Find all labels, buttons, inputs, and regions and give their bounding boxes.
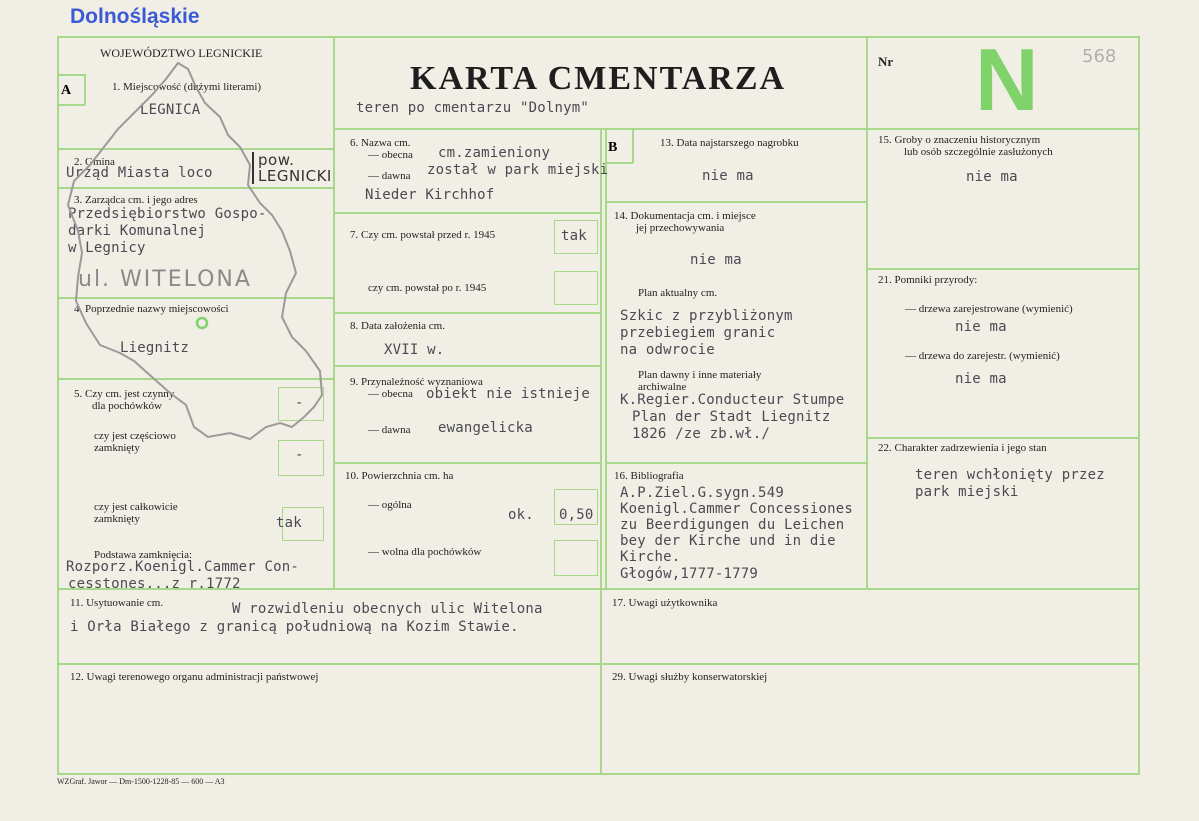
f9-current-value: obiekt nie istnieje	[426, 386, 590, 402]
f15-label-line: 15. Groby o znaczeniu historycznym	[878, 134, 1041, 146]
f3-handwritten: ul. WITELONA	[78, 267, 252, 292]
grid-line	[866, 36, 868, 589]
f5-active-value: -	[295, 395, 304, 411]
f5-line: zamknięty	[94, 442, 140, 454]
f2-label: 2. Gmina	[74, 156, 115, 168]
grid-line	[866, 437, 1140, 439]
f3-line: darki Komunalnej	[68, 223, 207, 239]
f14-old-label	[638, 369, 761, 393]
f14-old-label-line: archiwalne	[638, 381, 687, 393]
f4-value: Liegnitz	[120, 340, 190, 356]
f6-current-value: cm.zamieniony	[438, 145, 551, 161]
f5-line: 5. Czy cm. jest czynny	[74, 388, 175, 400]
f14-plan-label: Plan aktualny cm.	[638, 287, 718, 299]
f14-label-line: jej przechowywania	[636, 222, 725, 234]
f13-label: 13. Data najstarszego nagrobku	[660, 137, 799, 149]
pencil-map-outline	[60, 55, 340, 495]
card-subtitle: teren po cmentarzu "Dolnym"	[356, 100, 589, 116]
f9-current-label: — obecna	[368, 388, 413, 400]
grid-line	[600, 128, 602, 774]
f22-line: teren wchłonięty przez	[915, 467, 1105, 483]
f14-old-line: K.Regier.Conducteur Stumpe	[620, 392, 845, 408]
f6-former-label: — dawna	[368, 170, 411, 182]
f15-label-line: lub osób szczególnie zasłużonych	[904, 146, 1053, 158]
f3-line: Przedsiębiorstwo Gospo-	[68, 206, 267, 222]
grid-line	[605, 162, 633, 164]
f14-label	[614, 210, 756, 234]
f5-line: dla pochówków	[92, 400, 162, 412]
f21-toregister-value: nie ma	[955, 371, 1007, 387]
grid-line	[605, 201, 867, 203]
section-a-marker: A	[61, 83, 72, 98]
f16-line: Koenigl.Cammer Concessiones	[620, 501, 853, 517]
grid-line	[333, 312, 601, 314]
f14-old-line: 1826 /ze zb.wł./	[632, 426, 771, 442]
f14-plan-line: na odwrocie	[620, 342, 715, 358]
f17-label: 17. Uwagi użytkownika	[612, 597, 718, 609]
f2-value: Urząd Miasta loco	[66, 165, 213, 181]
nr-pencil-number: 568	[1082, 46, 1117, 67]
f10-total-label: — ogólna	[368, 499, 412, 511]
f16-line: A.P.Ziel.G.sygn.549	[620, 485, 784, 501]
grid-line	[605, 462, 867, 464]
f5-partial-value: -	[295, 447, 304, 463]
grid-line	[866, 268, 1140, 270]
f16-line: zu Beerdigungen du Leichen	[620, 517, 845, 533]
f10-label: 10. Powierzchnia cm. ha	[345, 470, 454, 482]
region-stamp: Dolnośląskie	[70, 5, 200, 28]
f16-line: bey der Kirche und in die	[620, 533, 836, 549]
f9-former-label: — dawna	[368, 424, 411, 436]
grid-line	[605, 128, 607, 589]
f22-label: 22. Charakter zadrzewienia i jego stan	[878, 442, 1047, 454]
f10-free-label: — wolna dla pochówków	[368, 546, 482, 558]
f21-toregister-label: — drzewa do zarejestr. (wymienić)	[905, 350, 1060, 362]
f11-label: 11. Usytuowanie cm.	[70, 597, 164, 609]
f1-label: 1. Miejscowość (dużymi literami)	[112, 81, 262, 93]
f12-label: 12. Uwagi terenowego organu administracji państwowej	[70, 671, 319, 683]
f7-after-label: czy cm. powstał po r. 1945	[368, 282, 487, 294]
f5-line: czy jest częściowo	[94, 430, 176, 442]
f5-basis-label: Podstawa zamknięcia:	[94, 549, 193, 561]
f22-line: park miejski	[915, 484, 1019, 500]
f7-after-box	[554, 271, 598, 305]
f14-plan-line: Szkic z przybliżonym	[620, 308, 793, 324]
f21-label: 21. Pomniki przyrody:	[878, 274, 978, 286]
f16-label: 16. Bibliografia	[614, 470, 684, 482]
f21-registered-value: nie ma	[955, 319, 1007, 335]
f2-handwritten: pow. LEGNICKI	[252, 152, 348, 184]
grid-line	[333, 212, 601, 214]
grid-line	[57, 773, 1140, 775]
grid-line	[333, 462, 601, 464]
grid-line	[333, 365, 601, 367]
f3-label: 3. Zarządca cm. i jego adres	[74, 194, 198, 206]
f15-value: nie ma	[966, 169, 1018, 185]
nr-marker-letter: N	[975, 30, 1039, 129]
f10-approx: ok.	[508, 507, 534, 523]
nr-label: Nr	[878, 54, 894, 69]
card-title: KARTA CMENTARZA	[410, 60, 787, 97]
f6-current-value-cont: został w park miejski	[427, 162, 609, 178]
f15-label	[878, 134, 1053, 158]
f11-line: i Orła Białego z granicą południową na Kozim Stawie.	[70, 619, 519, 635]
f1-value: LEGNICA	[140, 102, 201, 118]
print-footer: WZGraf. Jawor — Dm-1500-1228-85 — 600 — A3	[57, 777, 225, 786]
f6-current-label: — obecna	[368, 149, 413, 161]
grid-line	[632, 128, 634, 163]
f5-basis-line: Rozporz.Koenigl.Cammer Con-	[66, 559, 299, 575]
f16-line: Głogów,1777-1779	[620, 566, 759, 582]
f5-line: czy jest całkowicie	[94, 501, 178, 513]
f6-former-value: Nieder Kirchhof	[365, 187, 495, 203]
f5-closed-value: tak	[276, 515, 302, 531]
f4-label: 4. Poprzednie nazwy miejscowości	[74, 303, 229, 315]
f5-closed-label	[94, 501, 178, 525]
f14-label-line: 14. Dokumentacja cm. i miejsce	[614, 210, 756, 222]
grid-line	[57, 663, 1140, 665]
f10-total-value: 0,50	[559, 507, 594, 523]
f14-plan-line: przebiegiem granic	[620, 325, 776, 341]
f14-value: nie ma	[690, 252, 742, 268]
f8-label: 8. Data założenia cm.	[350, 320, 445, 332]
f8-value: XVII w.	[384, 342, 445, 358]
section-b-marker: B	[608, 140, 618, 155]
f13-value: nie ma	[702, 168, 754, 184]
region-label: WOJEWÓDZTWO LEGNICKIE	[100, 46, 263, 60]
f14-old-label-line: Plan dawny i inne materiały	[638, 369, 762, 381]
f16-line: Kirche.	[620, 549, 681, 565]
f29-label: 29. Uwagi służby konserwatorskiej	[612, 671, 768, 683]
f7-before-label: 7. Czy cm. powstał przed r. 1945	[350, 229, 496, 241]
f9-label: 9. Przynależność wyznaniowa	[350, 376, 483, 388]
f10-free-box	[554, 540, 598, 576]
f6-label: 6. Nazwa cm.	[350, 137, 411, 149]
f5-line: zamknięty	[94, 513, 140, 525]
f11-line: W rozwidleniu obecnych ulic Witelona	[232, 601, 543, 617]
f5-basis-line: cesstones...z r.1772	[68, 576, 241, 592]
f14-old-line: Plan der Stadt Liegnitz	[632, 409, 831, 425]
f7-before-value: tak	[561, 228, 587, 244]
f3-line: w Legnicy	[68, 240, 146, 256]
f21-registered-label: — drzewa zarejestrowane (wymienić)	[905, 303, 1073, 315]
f9-former-value: ewangelicka	[438, 420, 533, 436]
